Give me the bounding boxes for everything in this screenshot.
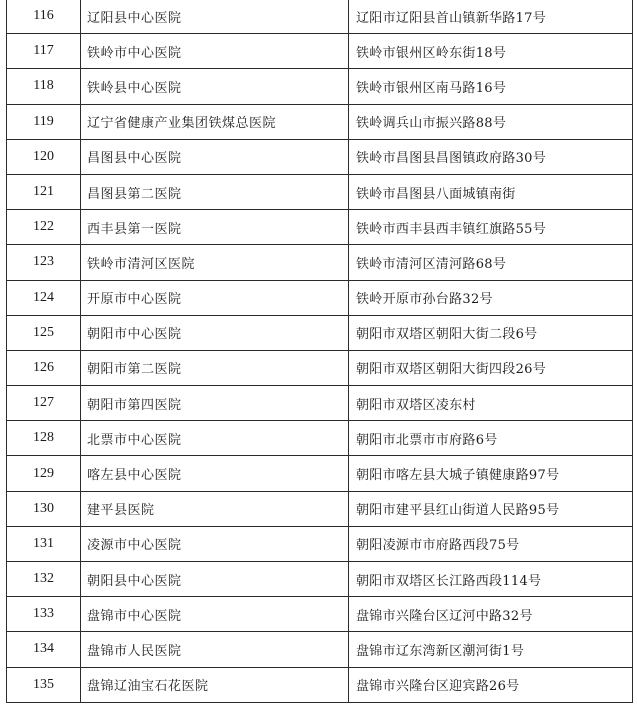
hospital-name: 建平县医院 [81, 491, 349, 526]
hospital-address: 铁岭调兵山市振兴路88号 [349, 104, 633, 139]
hospital-address: 辽阳市辽阳县首山镇新华路17号 [349, 0, 633, 34]
hospital-address: 朝阳市双塔区长江路西段114号 [349, 562, 633, 597]
hospital-address: 朝阳市喀左县大城子镇健康路97号 [349, 456, 633, 491]
hospital-name: 铁岭市中心医院 [81, 34, 349, 69]
row-number: 121 [7, 174, 81, 209]
hospital-name: 辽宁省健康产业集团铁煤总医院 [81, 104, 349, 139]
table-row [7, 597, 633, 632]
hospital-name: 喀左县中心医院 [81, 456, 349, 491]
row-number: 135 [7, 667, 81, 702]
hospital-name: 盘锦市人民医院 [81, 632, 349, 667]
table-row [7, 174, 633, 209]
hospital-address: 朝阳市双塔区朝阳大街四段26号 [349, 350, 633, 385]
hospital-name: 朝阳市中心医院 [81, 315, 349, 350]
row-number: 127 [7, 386, 81, 421]
row-number: 130 [7, 491, 81, 526]
row-number: 122 [7, 210, 81, 245]
hospital-table [6, 0, 633, 703]
hospital-name: 昌图县第二医院 [81, 174, 349, 209]
row-number: 129 [7, 456, 81, 491]
table-row [7, 491, 633, 526]
hospital-address: 铁岭市昌图县八面城镇南街 [349, 174, 633, 209]
row-number: 132 [7, 562, 81, 597]
hospital-name: 西丰县第一医院 [81, 210, 349, 245]
hospital-name: 铁岭县中心医院 [81, 69, 349, 104]
row-number: 126 [7, 350, 81, 385]
hospital-table-body [7, 0, 633, 702]
hospital-name: 盘锦市中心医院 [81, 597, 349, 632]
table-row [7, 667, 633, 702]
hospital-address: 铁岭市银州区南马路16号 [349, 69, 633, 104]
row-number: 131 [7, 526, 81, 561]
table-row [7, 139, 633, 174]
hospital-address: 盘锦市辽东湾新区潮河街1号 [349, 632, 633, 667]
table-row [7, 562, 633, 597]
table-row [7, 526, 633, 561]
row-number: 118 [7, 69, 81, 104]
hospital-address: 铁岭市清河区清河路68号 [349, 245, 633, 280]
hospital-address: 朝阳市北票市市府路6号 [349, 421, 633, 456]
hospital-address: 朝阳市双塔区朝阳大街二段6号 [349, 315, 633, 350]
hospital-address: 朝阳凌源市市府路西段75号 [349, 526, 633, 561]
table-row [7, 456, 633, 491]
table-row [7, 280, 633, 315]
table-row [7, 69, 633, 104]
table-row [7, 632, 633, 667]
hospital-name: 朝阳市第四医院 [81, 386, 349, 421]
row-number: 128 [7, 421, 81, 456]
table-row [7, 421, 633, 456]
hospital-name: 盘锦辽油宝石花医院 [81, 667, 349, 702]
table-row [7, 245, 633, 280]
hospital-name: 北票市中心医院 [81, 421, 349, 456]
table-row [7, 210, 633, 245]
table-row [7, 0, 633, 34]
hospital-name: 凌源市中心医院 [81, 526, 349, 561]
row-number: 120 [7, 139, 81, 174]
hospital-name: 朝阳市第二医院 [81, 350, 349, 385]
row-number: 119 [7, 104, 81, 139]
hospital-name: 铁岭市清河区医院 [81, 245, 349, 280]
hospital-address: 铁岭开原市孙台路32号 [349, 280, 633, 315]
row-number: 134 [7, 632, 81, 667]
hospital-address: 朝阳市双塔区凌东村 [349, 386, 633, 421]
hospital-address: 盘锦市兴隆台区迎宾路26号 [349, 667, 633, 702]
hospital-name: 辽阳县中心医院 [81, 0, 349, 34]
table-row [7, 315, 633, 350]
hospital-address: 铁岭市银州区岭东街18号 [349, 34, 633, 69]
table-row [7, 350, 633, 385]
table-row [7, 104, 633, 139]
hospital-address: 铁岭市昌图县昌图镇政府路30号 [349, 139, 633, 174]
row-number: 133 [7, 597, 81, 632]
table-row [7, 386, 633, 421]
table-row [7, 34, 633, 69]
hospital-name: 朝阳县中心医院 [81, 562, 349, 597]
hospital-address: 铁岭市西丰县西丰镇红旗路55号 [349, 210, 633, 245]
row-number: 124 [7, 280, 81, 315]
row-number: 125 [7, 315, 81, 350]
row-number: 123 [7, 245, 81, 280]
hospital-address: 朝阳市建平县红山街道人民路95号 [349, 491, 633, 526]
row-number: 117 [7, 34, 81, 69]
hospital-address: 盘锦市兴隆台区辽河中路32号 [349, 597, 633, 632]
hospital-name: 昌图县中心医院 [81, 139, 349, 174]
row-number: 116 [7, 0, 81, 34]
hospital-name: 开原市中心医院 [81, 280, 349, 315]
